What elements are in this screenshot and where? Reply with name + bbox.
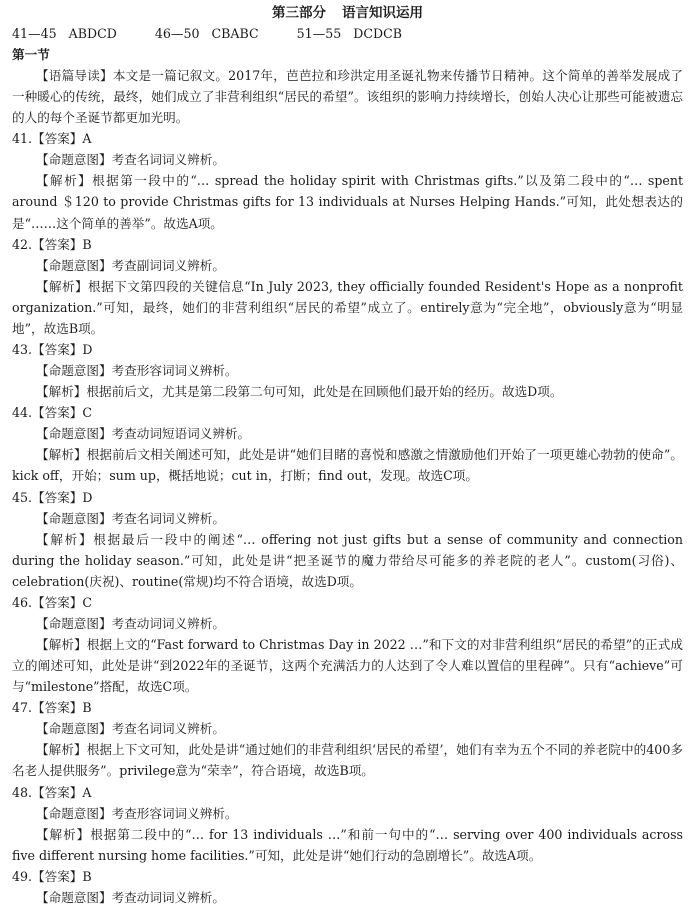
item-answer: 44.【答案】C	[12, 405, 93, 421]
item-answer: 45.【答案】D	[12, 489, 93, 505]
item-analysis: 【解析】根据前后文相关阐述可知，此处是讲“她们目睹的喜悦和感激之情激励他们开始了一项更雄心勃勃的使命”。kick off，开始；sum up，概括地说；cut in，打断；find out，发现。故选C项。	[12, 447, 683, 484]
answer-key-values: ABDCD	[68, 26, 117, 41]
answer-key-range: 46—50	[154, 26, 200, 41]
answer-key-group	[297, 23, 402, 44]
item-answer: 49.【答案】B	[12, 868, 92, 884]
page-title	[12, 3, 683, 23]
item-intent: 【命题意图】考查副词词义辨析。	[36, 257, 225, 273]
item-answer: 46.【答案】C	[12, 594, 93, 610]
item-intent: 【命题意图】考查名词词义辨析。	[36, 152, 225, 168]
item-analysis: 【解析】根据第二段中的“… for 13 individuals …”和前一句中的“… serving over 400 individuals across five different nursing home facilities.”可知，此处是讲“她们行动的急剧增长”。故选A项。	[12, 826, 683, 863]
item-answer: 42.【答案】B	[12, 236, 92, 252]
answer-key-range: 41—45	[12, 26, 57, 41]
answer-key-row	[12, 23, 683, 44]
answer-item	[12, 592, 683, 697]
item-intent: 【命题意图】考查形容词词义辨析。	[36, 363, 238, 379]
answer-key-group	[155, 23, 259, 44]
answer-item	[12, 697, 683, 781]
item-answer: 43.【答案】D	[12, 342, 93, 358]
part-title: 语言知识运用	[342, 5, 423, 21]
answer-key-range: 51—55	[296, 26, 342, 41]
item-answer: 48.【答案】A	[12, 784, 92, 800]
item-intent: 【命题意图】考查形容词词义辨析。	[36, 805, 238, 821]
answer-item	[12, 866, 683, 908]
passage-intro: 【语篇导读】本文是一篇记叙文。2017年，芭芭拉和珍洪定用圣诞礼物来传播节日精神。这个简单的善举发展成了一种暖心的传统，最终，她们成立了非营利组织“居民的希望”。该组织的影响力持续增长，创始人决心让那些可能被遗忘的人的每个圣诞节都更加光明。	[12, 68, 683, 126]
item-answer: 41.【答案】A	[12, 131, 92, 147]
part-label: 第三部分	[272, 5, 326, 21]
item-intent: 【命题意图】考查名词词义辨析。	[36, 510, 225, 526]
item-intent: 【命题意图】考查动词短语词义辨析。	[36, 426, 251, 442]
answer-item	[12, 487, 683, 592]
item-analysis: 【解析】根据下文第四段的关键信息“In July 2023, they officially founded Resident's Hope as a nonprofit organization.”可知，最终，她们的非营利组织“居民的希望”成立了。entirely意为“完全地”，obviously意为“明显地”，故选B项。	[12, 278, 683, 336]
item-intent: 【命题意图】考查动词词义辨析。	[36, 615, 225, 631]
answer-item	[12, 402, 683, 486]
section-heading: 第一节	[12, 47, 50, 62]
answer-key-values: DCDCB	[353, 26, 403, 41]
item-intent: 【命题意图】考查动词词义辨析。	[36, 889, 225, 905]
item-analysis: 【解析】根据前后文，尤其是第二段第二句可知，此处是在回顾他们最开始的经历。故选D项。	[36, 384, 563, 400]
answer-item	[12, 234, 683, 339]
answer-item	[12, 782, 683, 866]
answer-item	[12, 339, 683, 402]
answer-key-values: CBABC	[211, 26, 259, 41]
item-analysis: 【解析】根据最后一段中的阐述“… offering not just gifts but a sense of community and connection during the holiday season.”可知，此处是讲“把圣诞节的魔力带给尽可能多的养老院的老人”。custom(习俗)、celebration(庆祝)、routine(常规)均不符合语境，故选D项。	[12, 531, 683, 589]
item-answer: 47.【答案】B	[12, 700, 92, 716]
item-intent: 【命题意图】考查名词词义辨析。	[36, 721, 225, 737]
item-analysis: 【解析】根据上下文可知，此处是讲“通过她们的非营利组织‘居民的希望’，她们有幸为五个不同的养老院中的400多名老人提供服务”。privilege意为“荣幸”，符合语境，故选B项。	[12, 742, 683, 779]
item-analysis: 【解析】根据第一段中的“… spread the holiday spirit with Christmas gifts.”以及第二段中的“… spent around ＄120 to provide Christmas gifts for 13 individuals at Nurses Helping Hands.”可知，此处想表达的是“……这个简单的善举”。故选A项。	[12, 173, 683, 231]
item-analysis: 【解析】根据上文的“Fast forward to Christmas Day in 2022 …”和下文的对非营利组织“居民的希望”的正式成立的阐述可知，此处是讲“到2022年的圣诞节，这两个充满活力的人达到了令人难以置信的里程碑”。只有“achieve”可与“milestone”搭配，故选C项。	[12, 636, 683, 695]
answer-item	[12, 128, 683, 233]
answer-key-group	[12, 23, 117, 44]
